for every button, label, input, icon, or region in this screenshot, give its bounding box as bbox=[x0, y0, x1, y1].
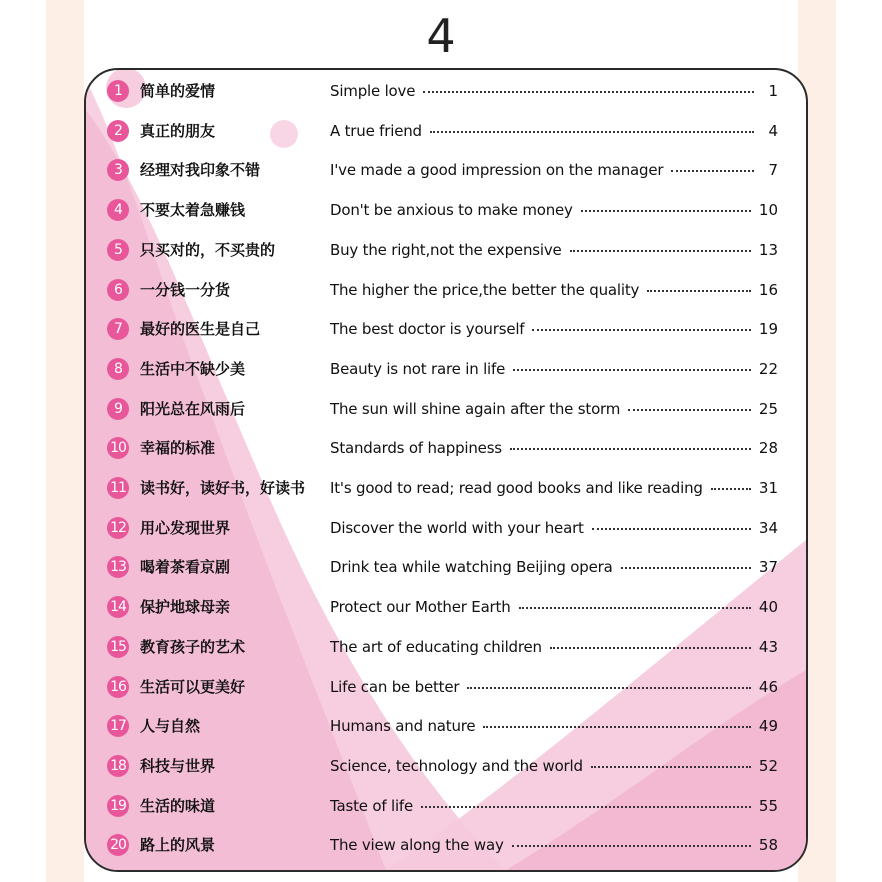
dot-leader bbox=[550, 647, 751, 649]
chapter-title-en: It's good to read; read good books and like reading bbox=[330, 479, 703, 497]
chapter-title-en: The higher the price,the better the quality bbox=[330, 280, 640, 299]
chapter-title-en: Don't be anxious to make money bbox=[330, 201, 573, 220]
chapter-number-badge: 1 bbox=[107, 80, 129, 102]
toc-row[interactable] bbox=[86, 668, 806, 708]
chapter-title-cn: 路上的风景 bbox=[140, 836, 216, 855]
page-ref: 13 bbox=[758, 240, 778, 259]
dot-leader bbox=[430, 131, 754, 133]
toc-row[interactable] bbox=[86, 628, 806, 668]
chapter-title-cn: 只买对的，不买贵的 bbox=[140, 240, 276, 259]
dot-leader bbox=[467, 687, 751, 689]
toc-row[interactable] bbox=[86, 747, 806, 787]
dot-leader bbox=[423, 91, 754, 93]
page-ref: 10 bbox=[758, 201, 778, 220]
toc-row[interactable] bbox=[86, 191, 806, 231]
chapter-title-cn: 人与自然 bbox=[140, 717, 201, 736]
dot-leader bbox=[628, 409, 751, 411]
dot-leader bbox=[621, 567, 751, 569]
chapter-number-badge: 8 bbox=[107, 358, 129, 380]
chapter-title-en: The best doctor is yourself bbox=[330, 320, 525, 339]
chapter-number-badge: 13 bbox=[107, 556, 129, 578]
toc-row[interactable] bbox=[86, 310, 806, 350]
chapter-title-en: Protect our Mother Earth bbox=[330, 598, 511, 617]
dot-leader bbox=[592, 528, 751, 530]
chapter-title-en: The art of educating children bbox=[330, 637, 542, 656]
chapter-title-en: Standards of happiness bbox=[330, 439, 502, 458]
dot-leader bbox=[647, 290, 751, 292]
chapter-title-cn: 幸福的标准 bbox=[140, 439, 216, 458]
page-ref: 55 bbox=[758, 796, 778, 815]
page-ref: 25 bbox=[758, 399, 778, 418]
chapter-title-cn: 生活中不缺少美 bbox=[140, 359, 246, 378]
chapter-title-en: I've made a good impression on the manager bbox=[330, 161, 664, 180]
page-ref: 58 bbox=[758, 836, 778, 855]
chapter-number-badge: 10 bbox=[107, 437, 129, 459]
chapter-number-badge: 3 bbox=[107, 159, 129, 181]
page-ref: 28 bbox=[758, 439, 778, 458]
toc-row[interactable] bbox=[86, 390, 806, 430]
chapter-number-badge: 15 bbox=[107, 636, 129, 658]
toc-list bbox=[86, 70, 806, 870]
page-ref: 22 bbox=[758, 359, 778, 378]
toc-row[interactable] bbox=[86, 826, 806, 866]
chapter-title-cn: 保护地球母亲 bbox=[140, 598, 231, 617]
chapter-title-en: A true friend bbox=[330, 121, 422, 140]
page-ref: 4 bbox=[768, 121, 778, 140]
toc-row[interactable] bbox=[86, 469, 806, 509]
chapter-title-cn: 最好的医生是自己 bbox=[140, 320, 261, 339]
chapter-title-cn: 生活可以更美好 bbox=[140, 677, 246, 696]
chapter-title-en: Life can be better bbox=[330, 677, 460, 696]
chapter-number-badge: 11 bbox=[107, 477, 129, 499]
chapter-title-cn: 喝着茶看京剧 bbox=[140, 558, 231, 577]
chapter-number-badge: 18 bbox=[107, 755, 129, 777]
dot-leader bbox=[591, 766, 751, 768]
toc-row[interactable] bbox=[86, 429, 806, 469]
dot-leader bbox=[510, 448, 751, 450]
dot-leader bbox=[513, 369, 751, 371]
chapter-title-cn: 经理对我印象不错 bbox=[140, 161, 261, 180]
page-ref: 34 bbox=[758, 518, 778, 537]
page-ref: 1 bbox=[768, 82, 778, 100]
chapter-number-badge: 16 bbox=[107, 676, 129, 698]
chapter-number-badge: 20 bbox=[107, 834, 129, 856]
dot-leader bbox=[671, 170, 754, 172]
page-number: 4 bbox=[426, 9, 456, 63]
chapter-title-en: Taste of life bbox=[330, 796, 414, 815]
left-side-strip bbox=[46, 0, 84, 882]
dot-leader bbox=[512, 845, 751, 847]
dot-leader bbox=[711, 488, 751, 490]
chapter-title-cn: 科技与世界 bbox=[140, 756, 216, 775]
page-ref: 52 bbox=[758, 756, 778, 775]
chapter-title-en: Discover the world with your heart bbox=[330, 518, 584, 537]
page-ref: 7 bbox=[768, 161, 778, 180]
chapter-title-cn: 一分钱一分货 bbox=[140, 280, 231, 299]
dot-leader bbox=[581, 210, 751, 212]
chapter-title-en: Buy the right,not the expensive bbox=[330, 240, 562, 259]
chapter-number-badge: 19 bbox=[107, 795, 129, 817]
page-ref: 16 bbox=[758, 280, 778, 299]
chapter-number-badge: 6 bbox=[107, 279, 129, 301]
page-ref: 49 bbox=[758, 717, 778, 736]
chapter-number-badge: 12 bbox=[107, 517, 129, 539]
toc-row[interactable] bbox=[86, 787, 806, 827]
chapter-title-en: The sun will shine again after the storm bbox=[330, 399, 621, 418]
dot-leader bbox=[570, 250, 751, 252]
toc-row[interactable] bbox=[86, 271, 806, 311]
chapter-number-badge: 4 bbox=[107, 199, 129, 221]
dot-leader bbox=[519, 607, 751, 609]
toc-row[interactable] bbox=[86, 231, 806, 271]
chapter-title-en: Beauty is not rare in life bbox=[330, 359, 506, 378]
chapter-number-badge: 2 bbox=[107, 120, 129, 142]
toc-row[interactable] bbox=[86, 151, 806, 191]
page-ref: 31 bbox=[758, 479, 778, 497]
toc-row[interactable] bbox=[86, 509, 806, 549]
chapter-title-en: Simple love bbox=[330, 82, 416, 100]
chapter-number-badge: 14 bbox=[107, 596, 129, 618]
page-ref: 37 bbox=[758, 558, 778, 577]
page-ref: 40 bbox=[758, 598, 778, 617]
chapter-title-cn: 简单的爱情 bbox=[140, 82, 216, 100]
dot-leader bbox=[483, 726, 750, 728]
dot-leader bbox=[532, 329, 751, 331]
chapter-number-badge: 7 bbox=[107, 318, 129, 340]
chapter-title-cn: 生活的味道 bbox=[140, 796, 216, 815]
toc-row[interactable] bbox=[86, 112, 806, 152]
chapter-title-en: Drink tea while watching Beijing opera bbox=[330, 558, 613, 577]
chapter-title-cn: 用心发现世界 bbox=[140, 518, 231, 537]
chapter-title-cn: 真正的朋友 bbox=[140, 121, 216, 140]
toc-row[interactable] bbox=[86, 548, 806, 588]
chapter-title-en: Science, technology and the world bbox=[330, 756, 583, 775]
chapter-title-en: The view along the way bbox=[330, 836, 504, 855]
chapter-title-cn: 不要太着急赚钱 bbox=[140, 201, 246, 220]
chapter-number-badge: 5 bbox=[107, 239, 129, 261]
chapter-number-badge: 9 bbox=[107, 398, 129, 420]
chapter-number-badge: 17 bbox=[107, 715, 129, 737]
chapter-title-cn: 读书好，读好书，好读书 bbox=[140, 479, 306, 497]
chapter-title-cn: 阳光总在风雨后 bbox=[140, 399, 246, 418]
chapter-title-cn: 教育孩子的艺术 bbox=[140, 637, 246, 656]
page-ref: 19 bbox=[758, 320, 778, 339]
toc-row[interactable] bbox=[86, 588, 806, 628]
dot-leader bbox=[421, 806, 751, 808]
page-ref: 46 bbox=[758, 677, 778, 696]
page-ref: 43 bbox=[758, 637, 778, 656]
chapter-title-en: Humans and nature bbox=[330, 717, 476, 736]
table-of-contents-panel bbox=[84, 68, 808, 872]
toc-row[interactable] bbox=[86, 707, 806, 747]
toc-row[interactable] bbox=[86, 350, 806, 390]
toc-row[interactable] bbox=[86, 72, 806, 112]
